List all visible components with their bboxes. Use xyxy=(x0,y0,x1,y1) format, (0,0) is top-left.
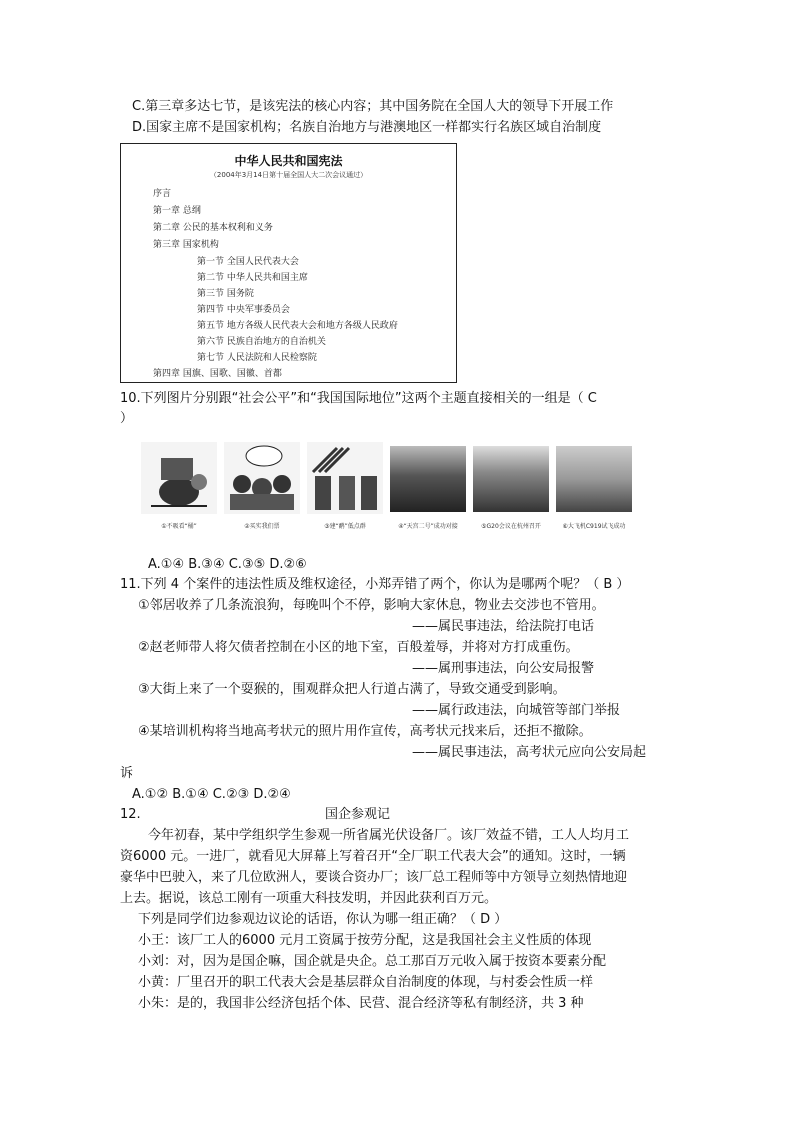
toc-row: 第六节 民族自治地方的自治机关 xyxy=(197,337,326,347)
q10-image-caption: ③建“鹬”低点群 xyxy=(324,523,366,530)
q12-paragraph: 豪华中巴驶入，来了几位欧洲人，要谈合资办厂；该厂总工程师等中方领导立刻热情地迎 xyxy=(120,870,628,885)
q12-paragraph: 上去。据说，该总工刚有一项重大科技发明，并因此获利百万元。 xyxy=(120,891,498,906)
q12-statement: 小刘：对，因为是国企嘛，国企就是央企。总工那百万元收入属于按资本要素分配 xyxy=(138,954,607,969)
q12-paragraph: 今年初春，某中学组织学生参观一所省属光伏设备厂。该厂效益不错，工人人均月工 xyxy=(148,828,630,843)
q10-image xyxy=(554,438,634,530)
option-d-text: D.国家主席不是国家机构；名族自治地方与港澳地区一样都实行名族区域自治制度 xyxy=(132,120,602,135)
q11-stem: 11.下列 4 个案件的违法性质及维权途径，小郑弄错了两个，你认为是哪两个呢？（ B ） xyxy=(120,577,630,592)
cartoon-bucket-icon xyxy=(141,442,217,514)
q11-case-ruling: ——属民事违法，高考状元应向公安局起 xyxy=(412,745,647,760)
q10-stem: 10.下列图片分别跟“社会公平”和“我国国际地位”这两个主题直接相关的一组是（ C xyxy=(120,391,597,406)
q11-case-ruling-cont: 诉 xyxy=(120,766,134,781)
q12-statement: 小朱：是的，我国非公经济包括个体、民营、混合经济等私有制经济，共 3 种 xyxy=(138,996,584,1011)
toc-row: 第二章 公民的基本权利和义务 xyxy=(153,223,273,233)
cartoon-crowd-icon xyxy=(224,442,300,514)
g20-meeting-photo xyxy=(473,446,549,512)
toc-row: 第三节 国务院 xyxy=(197,289,254,299)
q10-stem-end: ） xyxy=(120,411,134,426)
q12-statement: 小王：该厂工人的6000 元月工资属于按劳分配，这是我国社会主义性质的体现 xyxy=(138,933,592,948)
q10-image xyxy=(388,438,468,530)
q11-options: A.①② B.①④ C.②③ D.②④ xyxy=(132,787,291,802)
q12-paragraph: 资6000 元。一进厂，就看见大屏幕上写着召开“全厂职工代表大会”的通知。这时，一辆 xyxy=(120,849,626,864)
q11-case: ③大街上来了一个耍猴的，围观群众把人行道占满了，导致交通受到影响。 xyxy=(138,682,566,697)
c919-airplane-photo xyxy=(556,446,632,512)
toc-row: 第四节 中央军事委员会 xyxy=(197,305,290,315)
toc-row: 序言 xyxy=(153,189,172,199)
q11-case: ①邻居收养了几条流浪狗，每晚叫个不停，影响大家休息，物业去交涉也不管用。 xyxy=(138,598,605,613)
q12-number: 12. xyxy=(120,807,141,822)
q11-case-ruling: ——属民事违法，给法院打电话 xyxy=(412,619,595,634)
q10-image xyxy=(139,438,219,530)
toc-subtitle: （2004年3月14日第十届全国人大二次会议通过） xyxy=(209,171,368,179)
toc-row: 第一节 全国人民代表大会 xyxy=(197,257,299,267)
q10-image-caption: ④“天宫二号”成功对接 xyxy=(398,523,458,530)
q11-case-ruling: ——属行政违法，向城管等部门举报 xyxy=(412,703,621,718)
toc-row: 第五节 地方各级人民代表大会和地方各级人民政府 xyxy=(197,321,398,331)
q10-image-caption: ⑤G20会议在杭州召开 xyxy=(481,523,541,530)
q10-image xyxy=(305,438,385,530)
q11-case-ruling: ——属刑事违法，向公安局报警 xyxy=(412,661,595,676)
q10-image-caption: ⑥大飞机C919试飞成功 xyxy=(562,523,626,530)
q10-options: A.①④ B.③④ C.③⑤ D.②⑥ xyxy=(148,557,307,572)
q12-title: 国企参观记 xyxy=(325,807,391,822)
q12-statement: 小黄：厂里召开的职工代表大会是基层群众自治制度的体现，与村委会性质一样 xyxy=(138,975,594,990)
q10-image xyxy=(222,438,302,530)
constitution-toc-figure xyxy=(120,143,457,383)
option-c-text: C.第三章多达七节，是该宪法的核心内容；其中国务院在全国人大的领导下开展工作 xyxy=(132,99,614,114)
q11-case: ②赵老师带人将欠债者控制在小区的地下室，百般羞辱，并将对方打成重伤。 xyxy=(138,640,579,655)
q10-image xyxy=(471,438,551,530)
toc-row: 第一章 总纲 xyxy=(153,206,201,216)
toc-row: 第七节 人民法院和人民检察院 xyxy=(197,353,317,363)
space-dock-photo xyxy=(390,446,466,512)
toc-row: 第四章 国旗、国歌、国徽、首都 xyxy=(153,369,282,379)
cartoon-gates-icon xyxy=(307,442,383,514)
toc-title: 中华人民共和国宪法 xyxy=(234,154,343,168)
q10-image-strip xyxy=(139,438,634,530)
q10-image-caption: ②买实我们票 xyxy=(244,523,280,530)
toc-row: 第二节 中华人民共和国主席 xyxy=(197,273,308,283)
toc-row: 第三章 国家机构 xyxy=(153,240,219,250)
q10-image-caption: ①不吸看“桶” xyxy=(161,523,197,530)
q12-question: 下列是同学们边参观边议论的话语，你认为哪一组正确？（ D ） xyxy=(138,912,508,927)
q11-case: ④某培训机构将当地高考状元的照片用作宣传，高考状元找来后，还拒不撤除。 xyxy=(138,724,592,739)
